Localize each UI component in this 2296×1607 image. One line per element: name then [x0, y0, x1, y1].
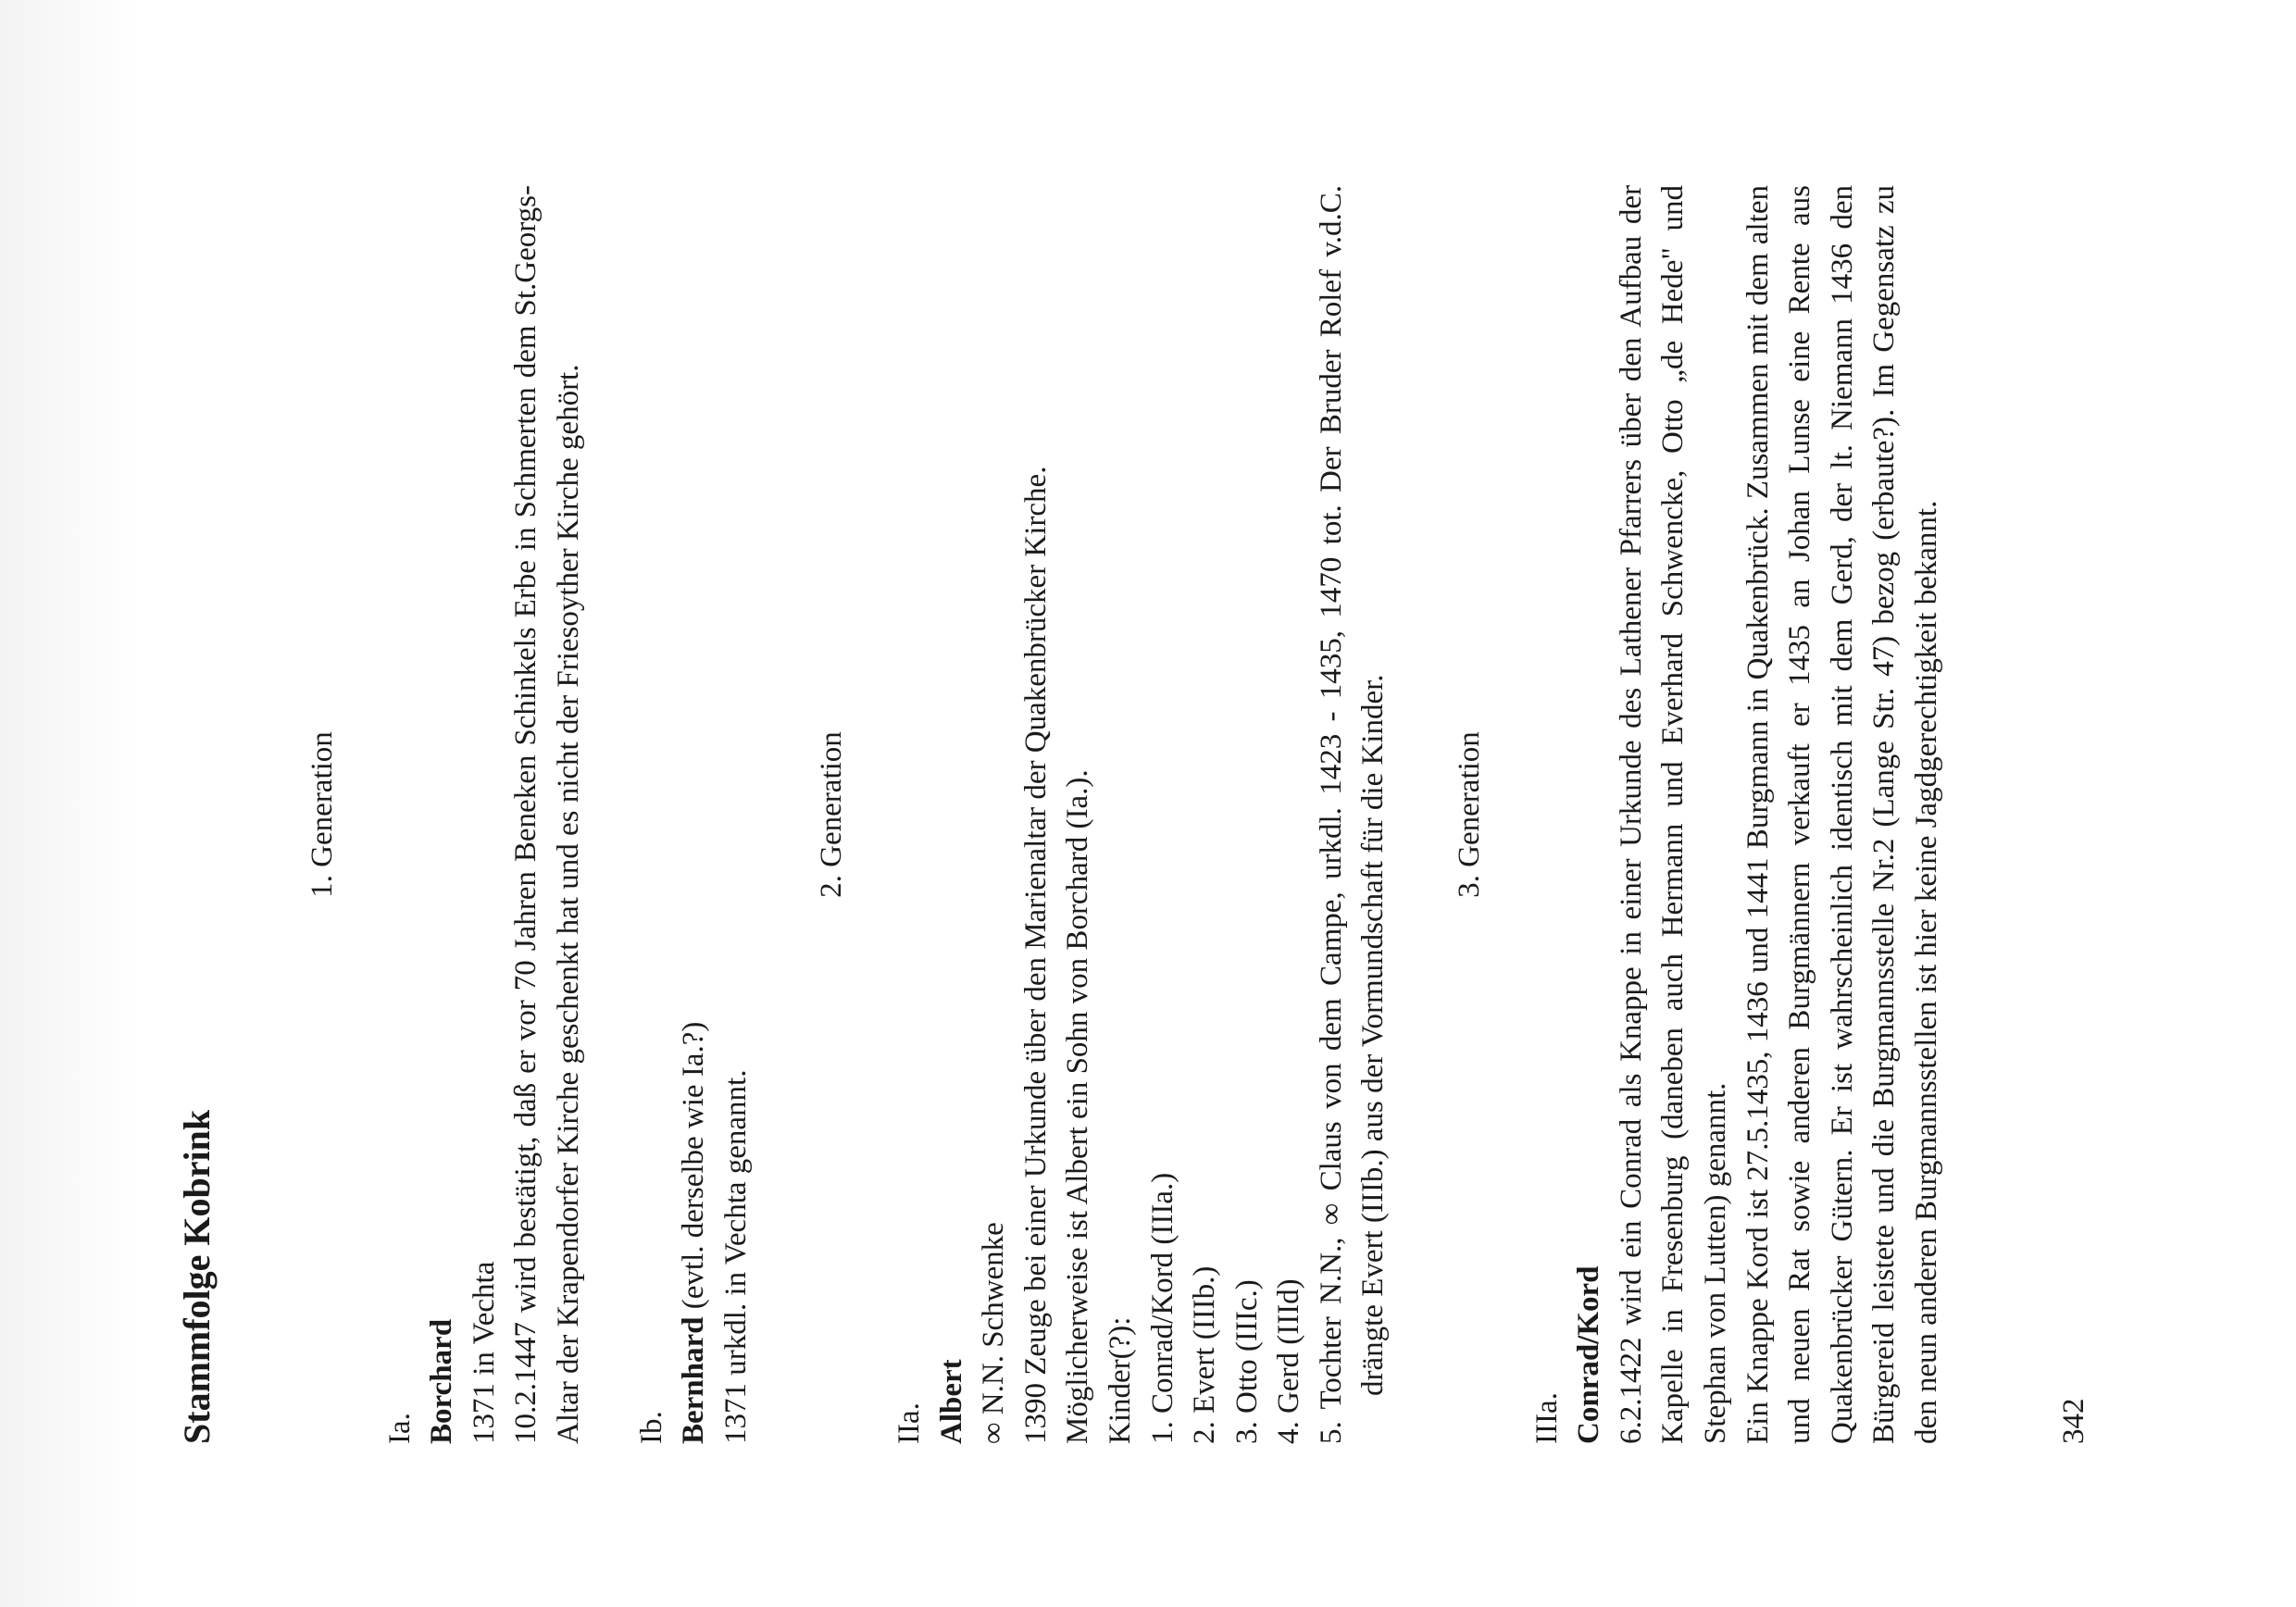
entry-name-line [1568, 185, 1611, 1444]
generation-1 [302, 185, 757, 1444]
entry-line: Möglicherweise ist Albert ein Sohn von Borchard (Ia.). [1061, 769, 1095, 1444]
entry-line: ∞ N.N. Schwenke [977, 1222, 1011, 1444]
generation-heading: 1. Generation [306, 731, 339, 898]
entry-line: Ein Knappe Kord ist 27.5.1435, 1436 und 1441 Burgmann in Quakenbrück. Zusammen mit dem alten und neuen Rat sowie anderen Burgmännern verkauft er 1435 an Johan Lunse eine Rente aus Quakenbrücker Gütern. Er ist wahrscheinlich identisch mit dem Gerd, der lt. Niemann 1436 den Bürgereid leistete und die Burgmannsstelle Nr.2 (Lange Str. 47) bezog (erbaute?). Im Gegensatz zu den neun anderen Burgmannsstellen ist hier keine Jagdgerechtigkeit bekannt. [1741, 185, 1943, 1444]
generation-3 [1449, 185, 1949, 1444]
entry-code: Ib. [634, 1411, 668, 1444]
entry-Ia [380, 185, 591, 1444]
generation-heading: 3. Generation [1453, 731, 1487, 898]
entry-line: 1371 in Vechta [467, 1261, 501, 1444]
entry-name: Conrad/Kord [1572, 1265, 1606, 1444]
entry-IIa [889, 185, 1395, 1444]
entry-name: Bernhard [677, 1316, 711, 1444]
entry-line: 6.2.1422 wird ein Conrad als Knappe in einer Urkunde des Lathener Pfarrers über den Aufbau der Kapelle in Fresenburg (daneben auch Hermann und Everhard Schwencke, Otto „de Hede" und Stephan von Lutten) genannt. [1614, 185, 1733, 1444]
entry-line: 10.2.1447 wird bestätigt, daß er vor 70 Jahren Beneken Schinkels Erbe in Schmerten dem St.Georgs-Altar der Krapendorfer Kirche geschenkt hat und es nicht der Friesoyther Kirche gehört. [509, 185, 585, 1444]
entry-name-line [673, 185, 716, 1444]
page-number: 342 [2057, 1398, 2090, 1444]
rotated-text-page [174, 185, 2109, 1444]
entry-name-suffix: (evtl. derselbe wie Ia.?) [677, 1021, 711, 1317]
entry-name: Albert [934, 1359, 968, 1444]
list-item: 4. Gerd (IIId) [1272, 1278, 1306, 1444]
entry-IIIa [1527, 185, 1949, 1444]
entry-line: 1390 Zeuge bei einer Urkunde über den Marienaltar der Quakenbrücker Kirche. [1018, 466, 1053, 1444]
entry-Ib [631, 185, 758, 1444]
entry-code: IIa. [892, 1402, 926, 1444]
generation-2 [811, 185, 1395, 1444]
document-title: Stammfolge Kobrink [176, 1109, 218, 1444]
entry-name-line [421, 185, 464, 1444]
entry-code: IIIa. [1529, 1392, 1564, 1444]
list-item: 3. Otto (IIIc.) [1229, 1279, 1264, 1444]
list-item: 5. Tochter N.N., ∞ Claus von dem Campe, urkdl. 1423 - 1435, 1470 tot. Der Bruder Rolef v.d.C. drängte Evert (IIIb.) aus der Vormundschaft für die Kinder. [1314, 185, 1391, 1444]
entry-code: Ia. [382, 1413, 417, 1444]
children-list [1142, 185, 1396, 1444]
scan-edge-shadow [0, 0, 139, 1607]
list-item: 2. Evert (IIIb.) [1188, 1265, 1222, 1444]
entry-name: Borchard [425, 1318, 459, 1444]
entry-name-line [931, 185, 974, 1444]
entry-line: Kinder(?): [1103, 1316, 1137, 1444]
list-item: 1. Conrad/Kord (IIIa.) [1145, 1172, 1179, 1444]
entry-line: 1371 urkdl. in Vechta genannt. [718, 1069, 753, 1444]
generation-heading: 2. Generation [815, 731, 849, 898]
